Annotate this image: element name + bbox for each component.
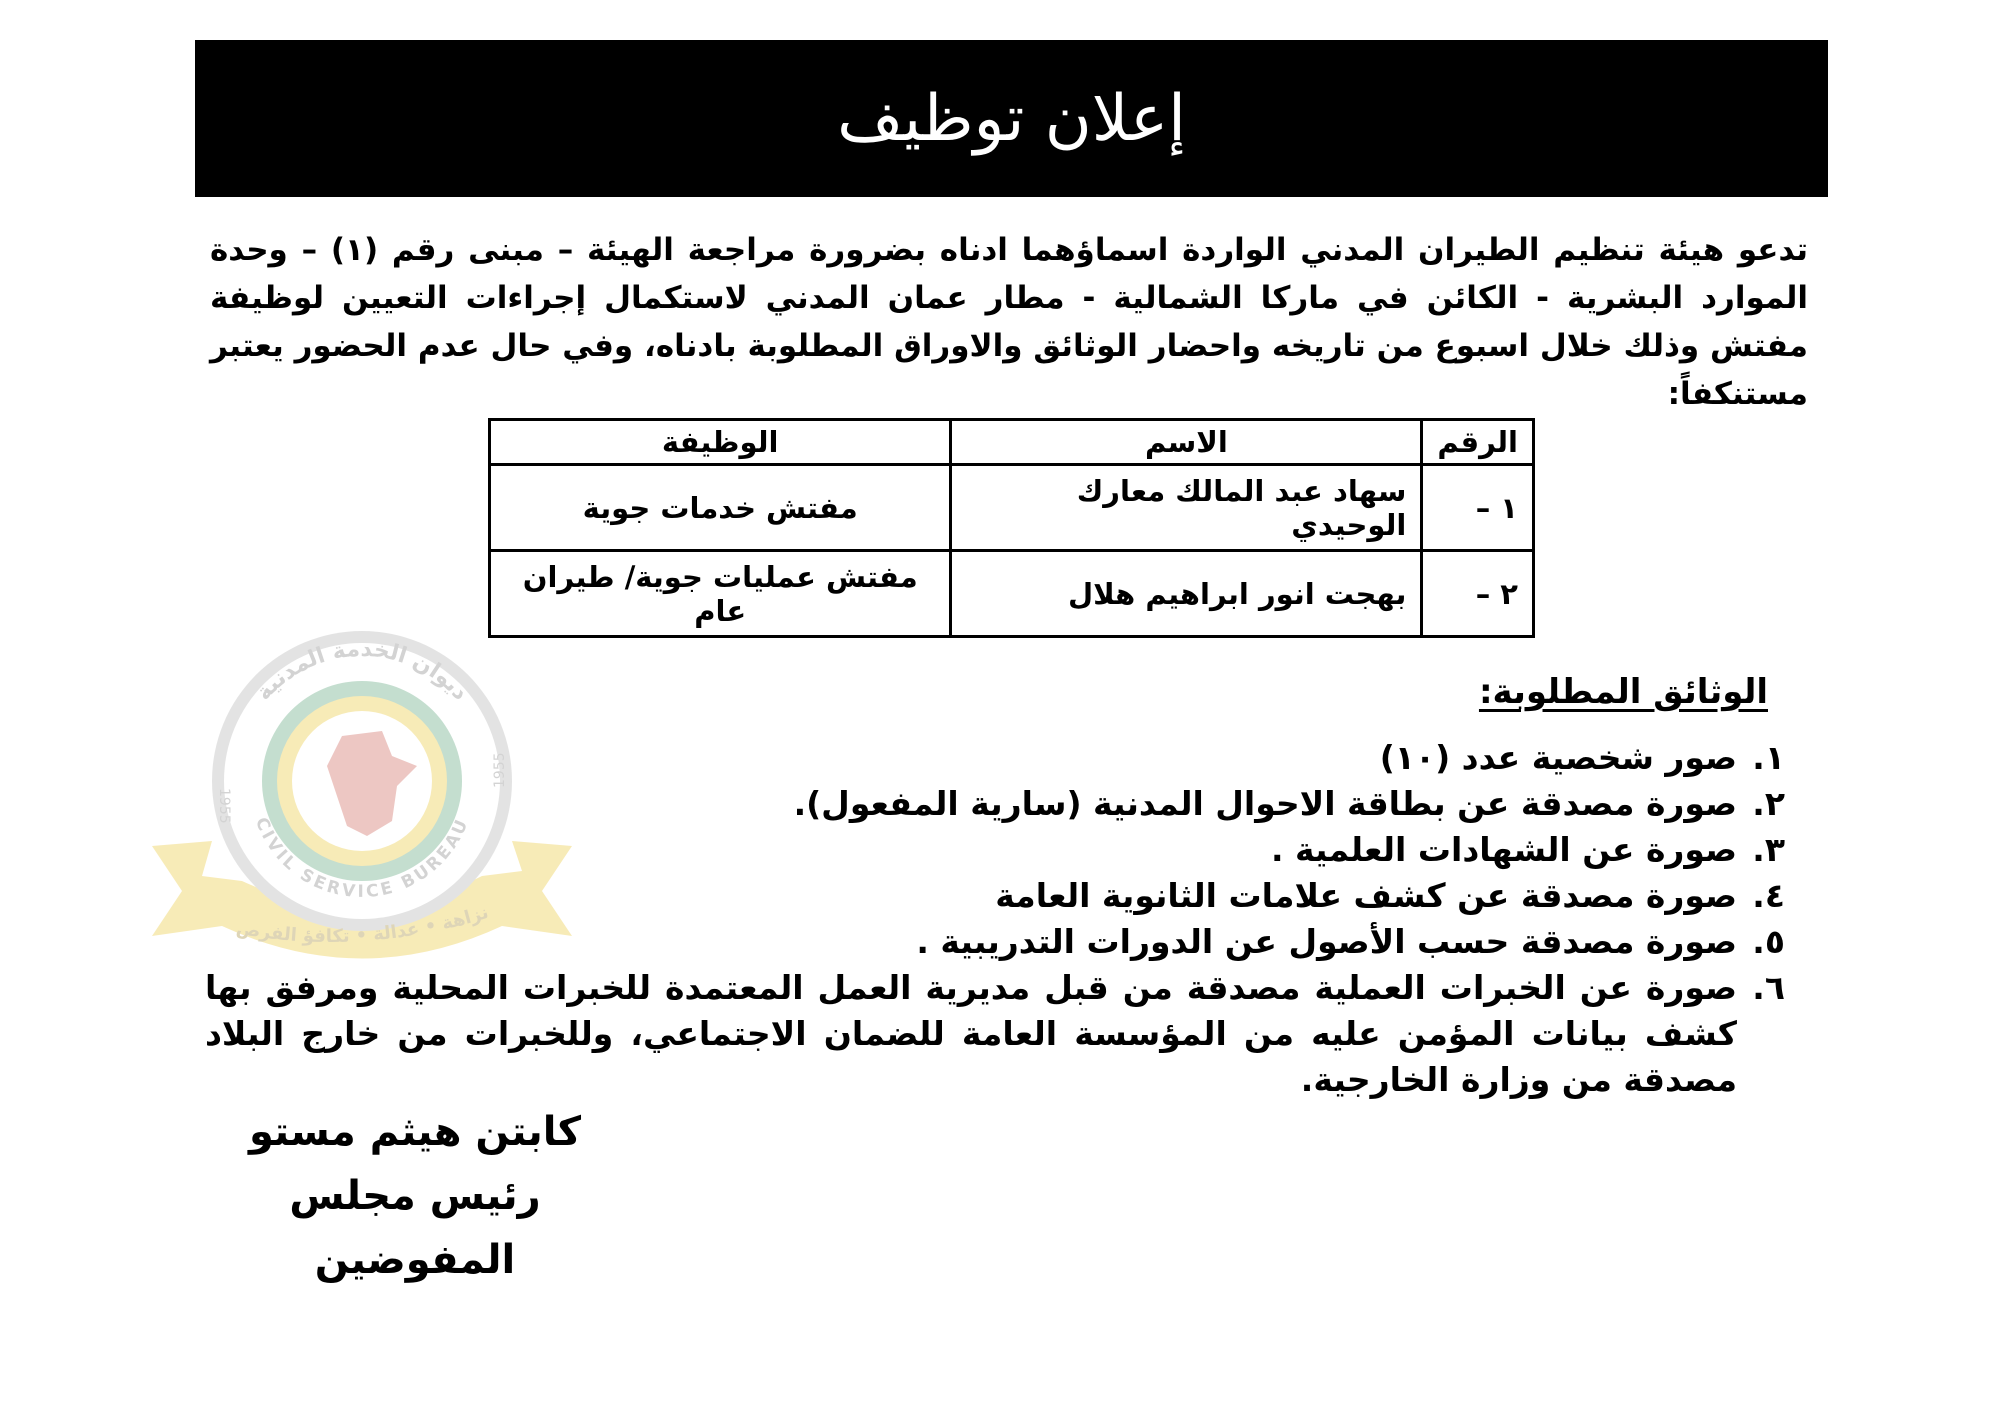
required-documents-list: [205, 735, 1785, 1103]
row-name: بهجت انور ابراهيم هلال: [951, 551, 1422, 637]
list-item-text: صورة مصدقة عن كشف علامات الثانوية العامة: [995, 876, 1737, 915]
row-number: ١ –: [1422, 465, 1534, 551]
list-item-number: ٦.: [1752, 968, 1785, 1007]
list-item-text: صورة عن الشهادات العلمية .: [1270, 830, 1737, 869]
seal-year-left: 1955: [216, 788, 232, 824]
list-item-number: ٥.: [1752, 922, 1785, 961]
list-item: [205, 919, 1785, 965]
header-job: الوظيفة: [490, 420, 951, 465]
list-item: [205, 781, 1785, 827]
intro-paragraph: تدعو هيئة تنظيم الطيران المدني الواردة اسماؤهما ادناه بضرورة مراجعة الهيئة – مبنى رقم (١) – وحدة الموارد البشرية - الكائن في ماركا الشمالية - مطار عمان المدني لاستكمال إجراءات التعيين لوظيفة مفتش وذلك خلال اسبوع من تاريخه واحضار الوثائق والاوراق المطلوبة بادناه، وفي حال عدم الحضور يعتبر مستنكفاً:: [210, 232, 1809, 412]
header-name: الاسم: [951, 420, 1422, 465]
list-item-text: صورة مصدقة حسب الأصول عن الدورات التدريبية .: [916, 922, 1737, 961]
list-item-text: صورة مصدقة عن بطاقة الاحوال المدنية (سارية المفعول).: [793, 784, 1737, 823]
table-header-row: [490, 420, 1534, 465]
list-item: [205, 827, 1785, 873]
list-item-number: ٣.: [1752, 830, 1785, 869]
list-item-number: ٤.: [1752, 876, 1785, 915]
page-title: إعلان توظيف: [837, 81, 1186, 156]
table-row: [490, 551, 1534, 637]
list-item: [205, 965, 1785, 1103]
signatory-name: كابتن هيثم مستو: [248, 1109, 582, 1155]
list-item-number: ٢.: [1752, 784, 1785, 823]
seal-year-right: 1955: [492, 752, 508, 788]
required-documents-title: الوثائق المطلوبة:: [1478, 672, 1768, 712]
employees-table: [488, 418, 1535, 638]
row-job: مفتش خدمات جوية: [490, 465, 951, 551]
signatory-role: رئيس مجلس المفوضين: [289, 1173, 541, 1283]
signature-block: [205, 1100, 625, 1292]
list-item-number: ١.: [1752, 738, 1785, 777]
list-item: [205, 873, 1785, 919]
list-item-text: صور شخصية عدد (١٠): [1379, 738, 1737, 777]
row-name: سهاد عبد المالك معارك الوحيدي: [951, 465, 1422, 551]
seal-english-ring-text: CIVIL SERVICE BUREAU: [250, 814, 474, 903]
row-job: مفتش عمليات جوية/ طيران عام: [490, 551, 951, 637]
seal-arabic-ring-text: ديوان الخدمة المدنية: [251, 636, 473, 706]
header-number: الرقم: [1422, 420, 1534, 465]
header-bar: [195, 40, 1828, 197]
table-row: [490, 465, 1534, 551]
row-number: ٢ –: [1422, 551, 1534, 637]
list-item: [205, 735, 1785, 781]
list-item-text: صورة عن الخبرات العملية مصدقة من قبل مديرية العمل المعتمدة للخبرات المحلية ومرفق بها كشف بيانات المؤمن عليه من المؤسسة العامة للضمان الاجتماعي، وللخبرات من خارج البلاد مصدقة من وزارة الخارجية.: [205, 968, 1737, 1099]
seal-motto: نزاهة • عدالة • تكافؤ الفرص: [234, 901, 491, 948]
